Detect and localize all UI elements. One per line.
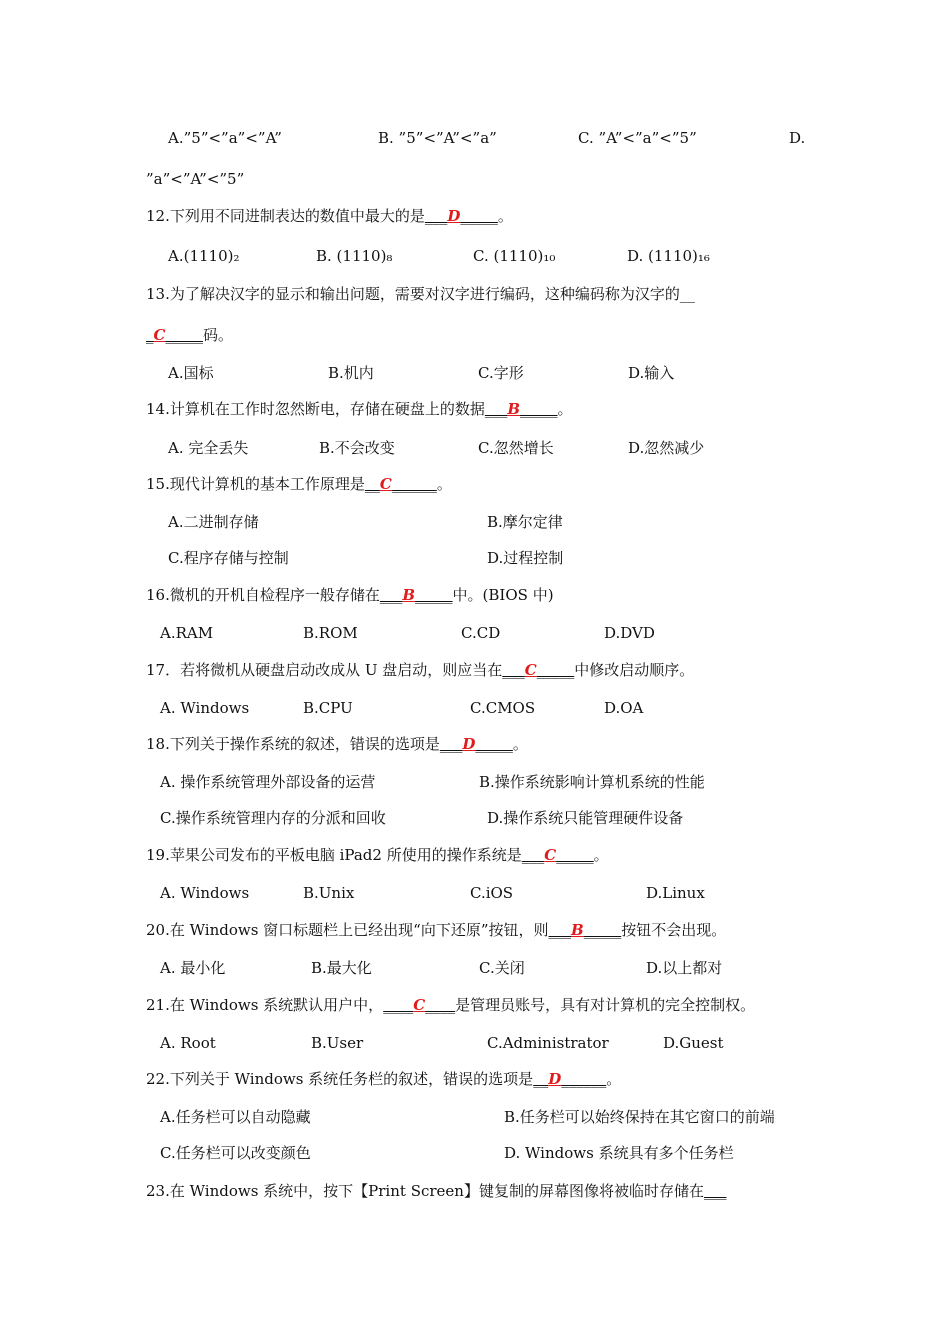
q15-option-b: B.摩尔定律	[487, 513, 563, 531]
answer-mark: B	[507, 400, 521, 418]
q18-option-c: C.操作系统管理内存的分派和回收	[160, 809, 386, 827]
q16-option-b: B.ROM	[303, 624, 358, 642]
question-13-continued	[146, 325, 233, 345]
question-suffix: 是管理员账号，具有对计算机的完全控制权。	[455, 996, 756, 1014]
q16-option-c: C.CD	[461, 624, 501, 642]
blank-before: ___	[379, 586, 403, 604]
answer-mark: C	[153, 326, 166, 344]
q13-option-c: C.字形	[478, 364, 524, 382]
q20-option-a: A. 最小化	[160, 959, 226, 977]
question-text: 23.在 Windows 系统中，按下【Print Screen】键复制的屏幕图像将被临时存储在	[146, 1182, 704, 1200]
blank-after: _____	[556, 846, 594, 864]
question-suffix: 码。	[202, 326, 233, 344]
q19-option-b: B.Unix	[303, 884, 355, 902]
q16-option-a: A.RAM	[160, 624, 214, 642]
q14-option-c: C.忽然增长	[478, 439, 554, 457]
answer-mark: C	[379, 475, 392, 493]
q20-option-c: C.关闭	[479, 959, 525, 977]
q18-option-b: B.操作系统影响计算机系统的性能	[479, 773, 705, 791]
question-text: 17．若将微机从硬盘启动改成从 U 盘启动，则应当在	[146, 661, 503, 679]
q11-option-a: A.”5”<”a”<”A”	[168, 129, 282, 147]
q13-option-b: B.机内	[328, 364, 374, 382]
q21-option-d: D.Guest	[663, 1034, 724, 1052]
q11-option-d: D.	[789, 129, 806, 147]
q13-option-d: D.输入	[628, 364, 675, 382]
answer-mark: B	[571, 921, 584, 939]
question-17	[146, 660, 694, 680]
blank-after: _____	[415, 586, 453, 604]
q20-option-d: D.以上都对	[646, 959, 723, 977]
blank-after: _____	[520, 400, 558, 418]
answer-mark: B	[402, 586, 416, 604]
q22-option-c: C.任务栏可以改变颜色	[160, 1144, 311, 1162]
question-text: 12.下列用不同进制表达的数值中最大的是	[146, 207, 425, 225]
blank-before: ___	[424, 207, 448, 225]
q11-option-c: C. ”A”<”a”<”5”	[578, 129, 697, 147]
q21-option-c: C.Administrator	[487, 1034, 609, 1052]
question-text: 20.在 Windows 窗口标题栏上已经出现“向下还原”按钮，则	[146, 921, 549, 939]
question-text: 18.下列关于操作系统的叙述，错误的选项是	[146, 735, 440, 753]
q15-option-a: A.二进制存储	[168, 513, 259, 531]
blank-before: ____	[383, 996, 414, 1014]
blank-before: ___	[548, 921, 572, 939]
q14-option-a: A. 完全丢失	[168, 439, 249, 457]
question-suffix: 。	[512, 735, 528, 753]
blank-before: _	[146, 326, 154, 344]
q19-option-d: D.Linux	[646, 884, 705, 902]
q21-option-b: B.User	[311, 1034, 364, 1052]
q19-option-c: C.iOS	[470, 884, 514, 902]
question-20	[146, 920, 726, 940]
answer-mark: C	[413, 996, 426, 1014]
q17-option-d: D.OA	[604, 699, 644, 717]
q14-option-b: B.不会改变	[319, 439, 395, 457]
q18-option-a: A. 操作系统管理外部设备的运营	[160, 773, 376, 791]
blank-before: ___	[521, 846, 545, 864]
q12-option-d: D. (1110)₁₆	[627, 247, 710, 265]
blank-after: _____	[536, 661, 575, 679]
question-suffix: 。	[606, 1070, 622, 1088]
q20-option-b: B.最大化	[311, 959, 372, 977]
question-suffix: 中。(BIOS 中)	[452, 586, 554, 604]
q22-option-a: A.任务栏可以自动隐藏	[160, 1108, 311, 1126]
question-text: 21.在 Windows 系统默认用户中，	[146, 996, 384, 1014]
q17-option-b: B.CPU	[303, 699, 353, 717]
q18-option-d: D.操作系统只能管理硬件设备	[487, 809, 684, 827]
answer-mark: D	[462, 735, 476, 753]
question-21	[146, 995, 755, 1015]
q14-option-d: D.忽然减少	[628, 439, 705, 457]
question-19	[146, 845, 609, 865]
blank-before: ___	[703, 1182, 727, 1200]
question-16	[146, 585, 554, 605]
question-12	[146, 206, 513, 226]
question-18	[146, 734, 528, 754]
q11-option-d-continued: ”a”<”A”<”5”	[146, 170, 245, 188]
q19-option-a: A. Windows	[160, 884, 250, 902]
question-suffix: 。	[593, 846, 609, 864]
blank-after: _____	[583, 921, 622, 939]
blank-after: ______	[391, 475, 437, 493]
q22-option-b: B.任务栏可以始终保持在其它窗口的前端	[504, 1108, 775, 1126]
q11-option-b: B. ”5”<”A”<”a”	[378, 129, 497, 147]
question-text: 15.现代计算机的基本工作原理是	[146, 475, 365, 493]
question-suffix: 中修改启动顺序。	[574, 661, 695, 679]
question-suffix: 。	[557, 400, 573, 418]
blank-before: __	[533, 1070, 549, 1088]
blank-after: ____	[425, 996, 456, 1014]
q12-option-c: C. (1110)₁₀	[473, 247, 556, 265]
question-13: 13.为了解决汉字的显示和输出问题，需要对汉字进行编码，这种编码称为汉字的__	[146, 285, 695, 303]
question-suffix: 。	[497, 207, 513, 225]
q21-option-a: A. Root	[160, 1034, 216, 1052]
question-text: 16.微机的开机自检程序一般存储在	[146, 586, 380, 604]
q12-option-a: A.(1110)₂	[168, 247, 240, 265]
blank-before: __	[364, 475, 380, 493]
blank-before: ___	[484, 400, 508, 418]
q17-option-a: A. Windows	[160, 699, 250, 717]
question-suffix: 按钮不会出现。	[621, 921, 727, 939]
blank-after: _____	[460, 207, 498, 225]
answer-mark: D	[548, 1070, 562, 1088]
answer-mark: D	[447, 207, 461, 225]
question-text: 19.苹果公司发布的平板电脑 iPad2 所使用的操作系统是	[146, 846, 522, 864]
blank-after: _____	[475, 735, 513, 753]
question-23	[146, 1181, 726, 1201]
q12-option-b: B. (1110)₈	[316, 247, 393, 265]
q15-option-c: C.程序存储与控制	[168, 549, 289, 567]
answer-mark: C	[524, 661, 537, 679]
q15-option-d: D.过程控制	[487, 549, 564, 567]
question-suffix: 。	[436, 475, 452, 493]
blank-before: ___	[502, 661, 525, 679]
question-15	[146, 474, 452, 494]
question-22	[146, 1069, 621, 1089]
q13-option-a: A.国标	[168, 364, 214, 382]
q22-option-d: D. Windows 系统具有多个任务栏	[504, 1144, 734, 1162]
blank-after: ______	[561, 1070, 607, 1088]
question-14	[146, 399, 573, 419]
q16-option-d: D.DVD	[604, 624, 655, 642]
question-text: 22.下列关于 Windows 系统任务栏的叙述，错误的选项是	[146, 1070, 534, 1088]
q17-option-c: C.CMOS	[470, 699, 536, 717]
answer-mark: C	[544, 846, 557, 864]
blank-after: _____	[165, 326, 203, 344]
question-text: 14.计算机在工作时忽然断电，存储在硬盘上的数据	[146, 400, 485, 418]
blank-before: ___	[439, 735, 463, 753]
